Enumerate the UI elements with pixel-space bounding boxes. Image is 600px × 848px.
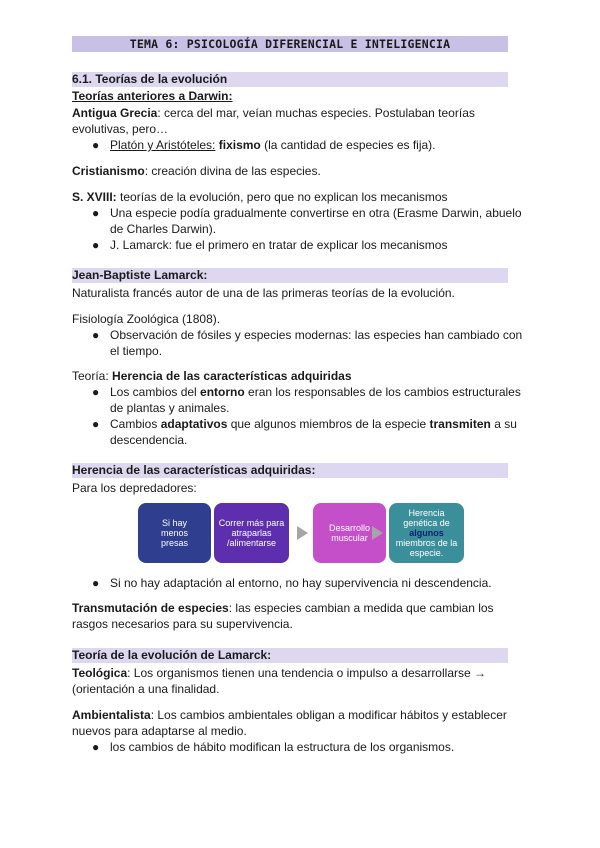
sxviii-text: teorías de la evolución, pero que no explican los mecanismos [116,190,448,204]
bullet-icon: ● [92,206,100,220]
list-item-fixismo [92,137,532,153]
bullet-icon: ● [92,385,100,399]
list-item-fosiles [92,327,532,359]
teologica-text: : Los organismos tienen una tendencia o impulso a desarrollarse → [127,666,486,680]
transmutacion-text: : las especies cambian a medida que cambian los [228,601,494,615]
list-item-lamarck [92,237,532,253]
list-item-habito [92,739,532,755]
ambientalista-text: : Los cambios ambientales obligan a modificar hábitos y establecer [150,708,507,722]
bullet-icon: ● [92,576,100,590]
teoria-b2-line2: descendencia. [110,433,188,447]
bullet-icon: ● [92,417,100,431]
fisiologia-bullet-line1: Observación de fósiles y especies modernas: las especies han cambiado con [110,328,523,342]
list-item-entorno [92,384,532,416]
flow-arrow-3 [372,526,383,540]
fixismo-label: fixismo [218,138,261,152]
list-item-erasme [92,205,532,237]
flow-box4-line4: miembros de la [395,538,458,548]
antigua-grecia-text: : cerca del mar, veían muchas especies. Postulaban teorías [157,106,475,120]
paragraph-teoria [72,368,522,384]
transmutacion-text2: rasgos necesarios para su supervivencia. [72,617,293,631]
flow-box2-line2: atraparlas [231,528,272,538]
bullet-icon: ● [92,328,100,342]
paragraph-ambientalista [72,707,522,739]
flow-box1-line2: menos [160,528,188,538]
adaptacion-bullet: Si no hay adaptación al entorno, no hay supervivencia ni descendencia. [110,576,492,590]
paragraph-cristianismo [72,163,522,179]
platon-label: Platón y Aristóteles: [110,138,216,152]
list-item-adaptacion [92,575,532,591]
antigua-grecia-label: Antigua Grecia [72,106,158,120]
page-title: TEMA 6: PSICOLOGÍA DIFERENCIAL E INTELIGENCIA [72,36,508,52]
paragraph-transmutacion [72,600,522,632]
section-heading-lamarck: Jean-Baptiste Lamarck: [72,268,508,283]
teoria-b1-post: eran los responsables de los cambios estructurales [244,385,521,399]
antigua-grecia-text2: evolutivas, pero… [72,122,169,136]
section-heading-herencia: Herencia de las características adquiridas: [72,463,508,478]
flow-box3-line2: muscular [331,533,368,543]
paragraph-lamarck-intro: Naturalista francés autor de una de las primeras teorías de la evolución. [72,286,455,300]
bullet-icon: ● [92,740,100,754]
paragraph-depredadores: Para los depredadores: [72,481,197,495]
cristianismo-text: : creación divina de las especies. [144,164,321,178]
flow-box2-line1: Correr más para [218,518,285,528]
sxviii-label: S. XVIII: [72,190,117,204]
flow-box4-line5: especie. [409,548,444,558]
flow-box1-line1: Si hay [161,518,187,528]
ambientalista-label: Ambientalista [72,708,151,722]
paragraph-antigua-grecia [72,105,522,137]
teologica-text2: (orientación a una finalidad. [72,682,220,696]
ambientalista-bullet: los cambios de hábito modifican la estructura de los organismos. [110,740,455,754]
teoria-b1-line2: de plantas y animales. [110,401,230,415]
ambientalista-text2: nuevos para adaptarse al medio. [72,724,247,738]
bullet-icon: ● [92,138,100,152]
transmutacion-label: Transmutación de especies [72,601,229,615]
sxviii-bullet1-line1: Una especie podía gradualmente convertirse en otra (Erasme Darwin, abuelo [110,206,522,220]
flow-box-menos-presas [138,503,211,563]
flow-box3-line1: Desarrollo [328,523,370,533]
teoria-b2-bold2: transmiten [429,417,491,431]
flow-box2-line3: /alimentarse [226,538,277,548]
cristianismo-label: Cristianismo [72,164,145,178]
teoria-label: Teoría [72,369,106,383]
fixismo-text: (la cantidad de especies es fija). [260,138,436,152]
section-heading-6-1: 6.1. Teorías de la evolución [72,72,508,87]
flow-box1-line3: presas [160,538,188,548]
flow-arrow-2 [297,526,308,540]
teologica-label: Teológica [72,666,128,680]
sxviii-bullet2: J. Lamarck: fue el primero en tratar de explicar los mecanismos [110,238,448,252]
paragraph-sxviii [72,189,522,205]
teoria-b2-pre: Cambios [110,417,161,431]
teoria-b2-post: a su [490,417,517,431]
flow-box4-bold: algunos [409,528,444,538]
paragraph-fisiologia: Fisiología Zoológica (1808). [72,312,221,326]
sxviii-bullet1-line2: de Charles Darwin). [110,222,217,236]
section-heading-teoria-evolucion: Teoría de la evolución de Lamarck: [72,648,508,663]
bullet-icon: ● [92,238,100,252]
flow-box-correr [214,503,289,563]
teoria-b2-mid: que algunos miembros de la especie [227,417,430,431]
teoria-b1-bold: entorno [200,385,245,399]
fisiologia-bullet-line2: el tiempo. [110,344,163,358]
flow-box4-line2: genética de [403,518,450,528]
teoria-colon: : [105,369,113,383]
subheading-teorias-anteriores: Teorías anteriores a Darwin: [72,89,233,103]
teoria-title: Herencia de las características adquiridas [112,369,352,383]
paragraph-teologica [72,665,522,697]
flow-box-herencia [389,503,464,563]
teoria-b1-pre: Los cambios del [110,385,201,399]
flow-box4-line1: Herencia [408,508,445,518]
teoria-b2-bold: adaptativos [160,417,228,431]
list-item-adaptativos [92,416,532,448]
